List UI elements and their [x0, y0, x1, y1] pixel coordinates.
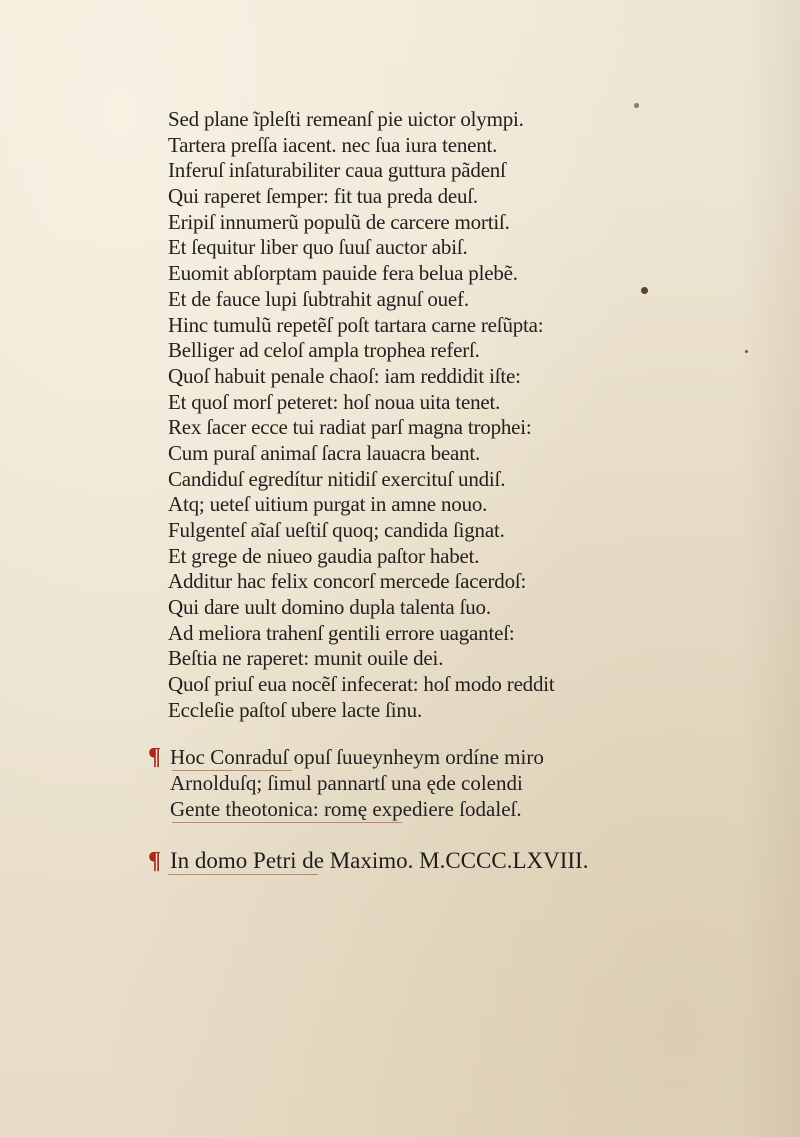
- paragraph-mark-icon: ¶: [148, 848, 161, 874]
- verse-line: Tartera preſſa iacent. nec ſua iura tenent.: [168, 132, 498, 157]
- colophon-line-text: Hoc Conraduſ opuſ ſuueynheym ordíne miro: [170, 745, 544, 769]
- colophon-line: [148, 770, 544, 796]
- verse-line: Et quoſ morſ peteret: hoſ noua uita tenet.: [168, 389, 501, 414]
- verse-line: Belliger ad celoſ ampla trophea referſ.: [168, 338, 480, 363]
- colophon: [148, 744, 544, 822]
- ink-fleck: [641, 287, 648, 294]
- verse-line: Et grege de niueo gaudia paſtor habet.: [168, 543, 480, 568]
- verse-line: Inferuſ inſaturabiliter caua guttura pãdenſ: [168, 158, 506, 183]
- verse-line: Beſtia ne raperet: munit ouile dei.: [168, 646, 444, 671]
- bleed-through-shadow: [730, 700, 790, 1120]
- colophon-line: [148, 744, 544, 770]
- verse-line: Hinc tumulũ repetẽſ poſt tartara carne reſũpta:: [168, 312, 544, 337]
- verse-line: Qui raperet ſemper: fit tua preda deuſ.: [168, 184, 478, 209]
- colophon-line-text: Gente theotonica: romę expediere ſodaleſ.: [170, 797, 522, 821]
- rubric-underline: [172, 822, 402, 823]
- verse-line: Eccleſie paſtoſ ubere lacte ſinu.: [168, 697, 423, 722]
- imprint-text: In domo Petri de Maximo. M.CCCC.LXVIII.: [170, 848, 589, 873]
- verse-line: Atq; ueteſ uitium purgat in amne nouo.: [168, 492, 488, 517]
- imprint-line: [148, 847, 588, 875]
- verse-line: Fulgenteſ aĩaſ ueſtiſ quoq; candida ſignat.: [168, 518, 505, 542]
- verse-line: Cum puraſ animaſ ſacra lauacra beant.: [168, 440, 481, 465]
- ink-fleck: [745, 350, 748, 353]
- verse-line: Qui dare uult domino dupla talenta ſuo.: [168, 595, 491, 620]
- verse-line: Sed plane ĩpleſti remeanſ pie uictor olympi.: [168, 107, 524, 131]
- ink-fleck: [634, 103, 639, 108]
- verse-line: Additur hac felix concorſ mercede ſacerdoſ:: [168, 569, 527, 594]
- verse-line: Et de fauce lupi ſubtrahit agnuſ ouef.: [168, 286, 469, 311]
- verse-line: Quoſ habuit penale chaoſ: iam reddidit iſte:: [168, 363, 521, 388]
- rubric-underline: [172, 770, 292, 771]
- verse-line: Candiduſ egredítur nitidiſ exercituſ undiſ.: [168, 466, 506, 491]
- verse-line: Euomit abſorptam pauide fera belua plebẽ.: [168, 261, 518, 286]
- verse-line: Rex ſacer ecce tui radiat parſ magna trophei:: [168, 415, 532, 440]
- colophon-line-text: Arnolduſq; ſimul pannartſ una ęde colendi: [170, 771, 523, 795]
- verse-line: Quoſ priuſ eua nocẽſ infecerat: hoſ modo reddit: [168, 672, 555, 697]
- verse-line: Eripiſ innumerũ populũ de carcere mortiſ.: [168, 209, 510, 234]
- verse-line: Ad meliora trahenſ gentili errore uaganteſ:: [168, 620, 515, 645]
- verse-text: [168, 107, 555, 724]
- verse-line: Et ſequitur liber quo ſuuſ auctor abiſ.: [168, 235, 468, 260]
- colophon-line: [148, 796, 544, 822]
- paragraph-mark-icon: ¶: [148, 744, 161, 770]
